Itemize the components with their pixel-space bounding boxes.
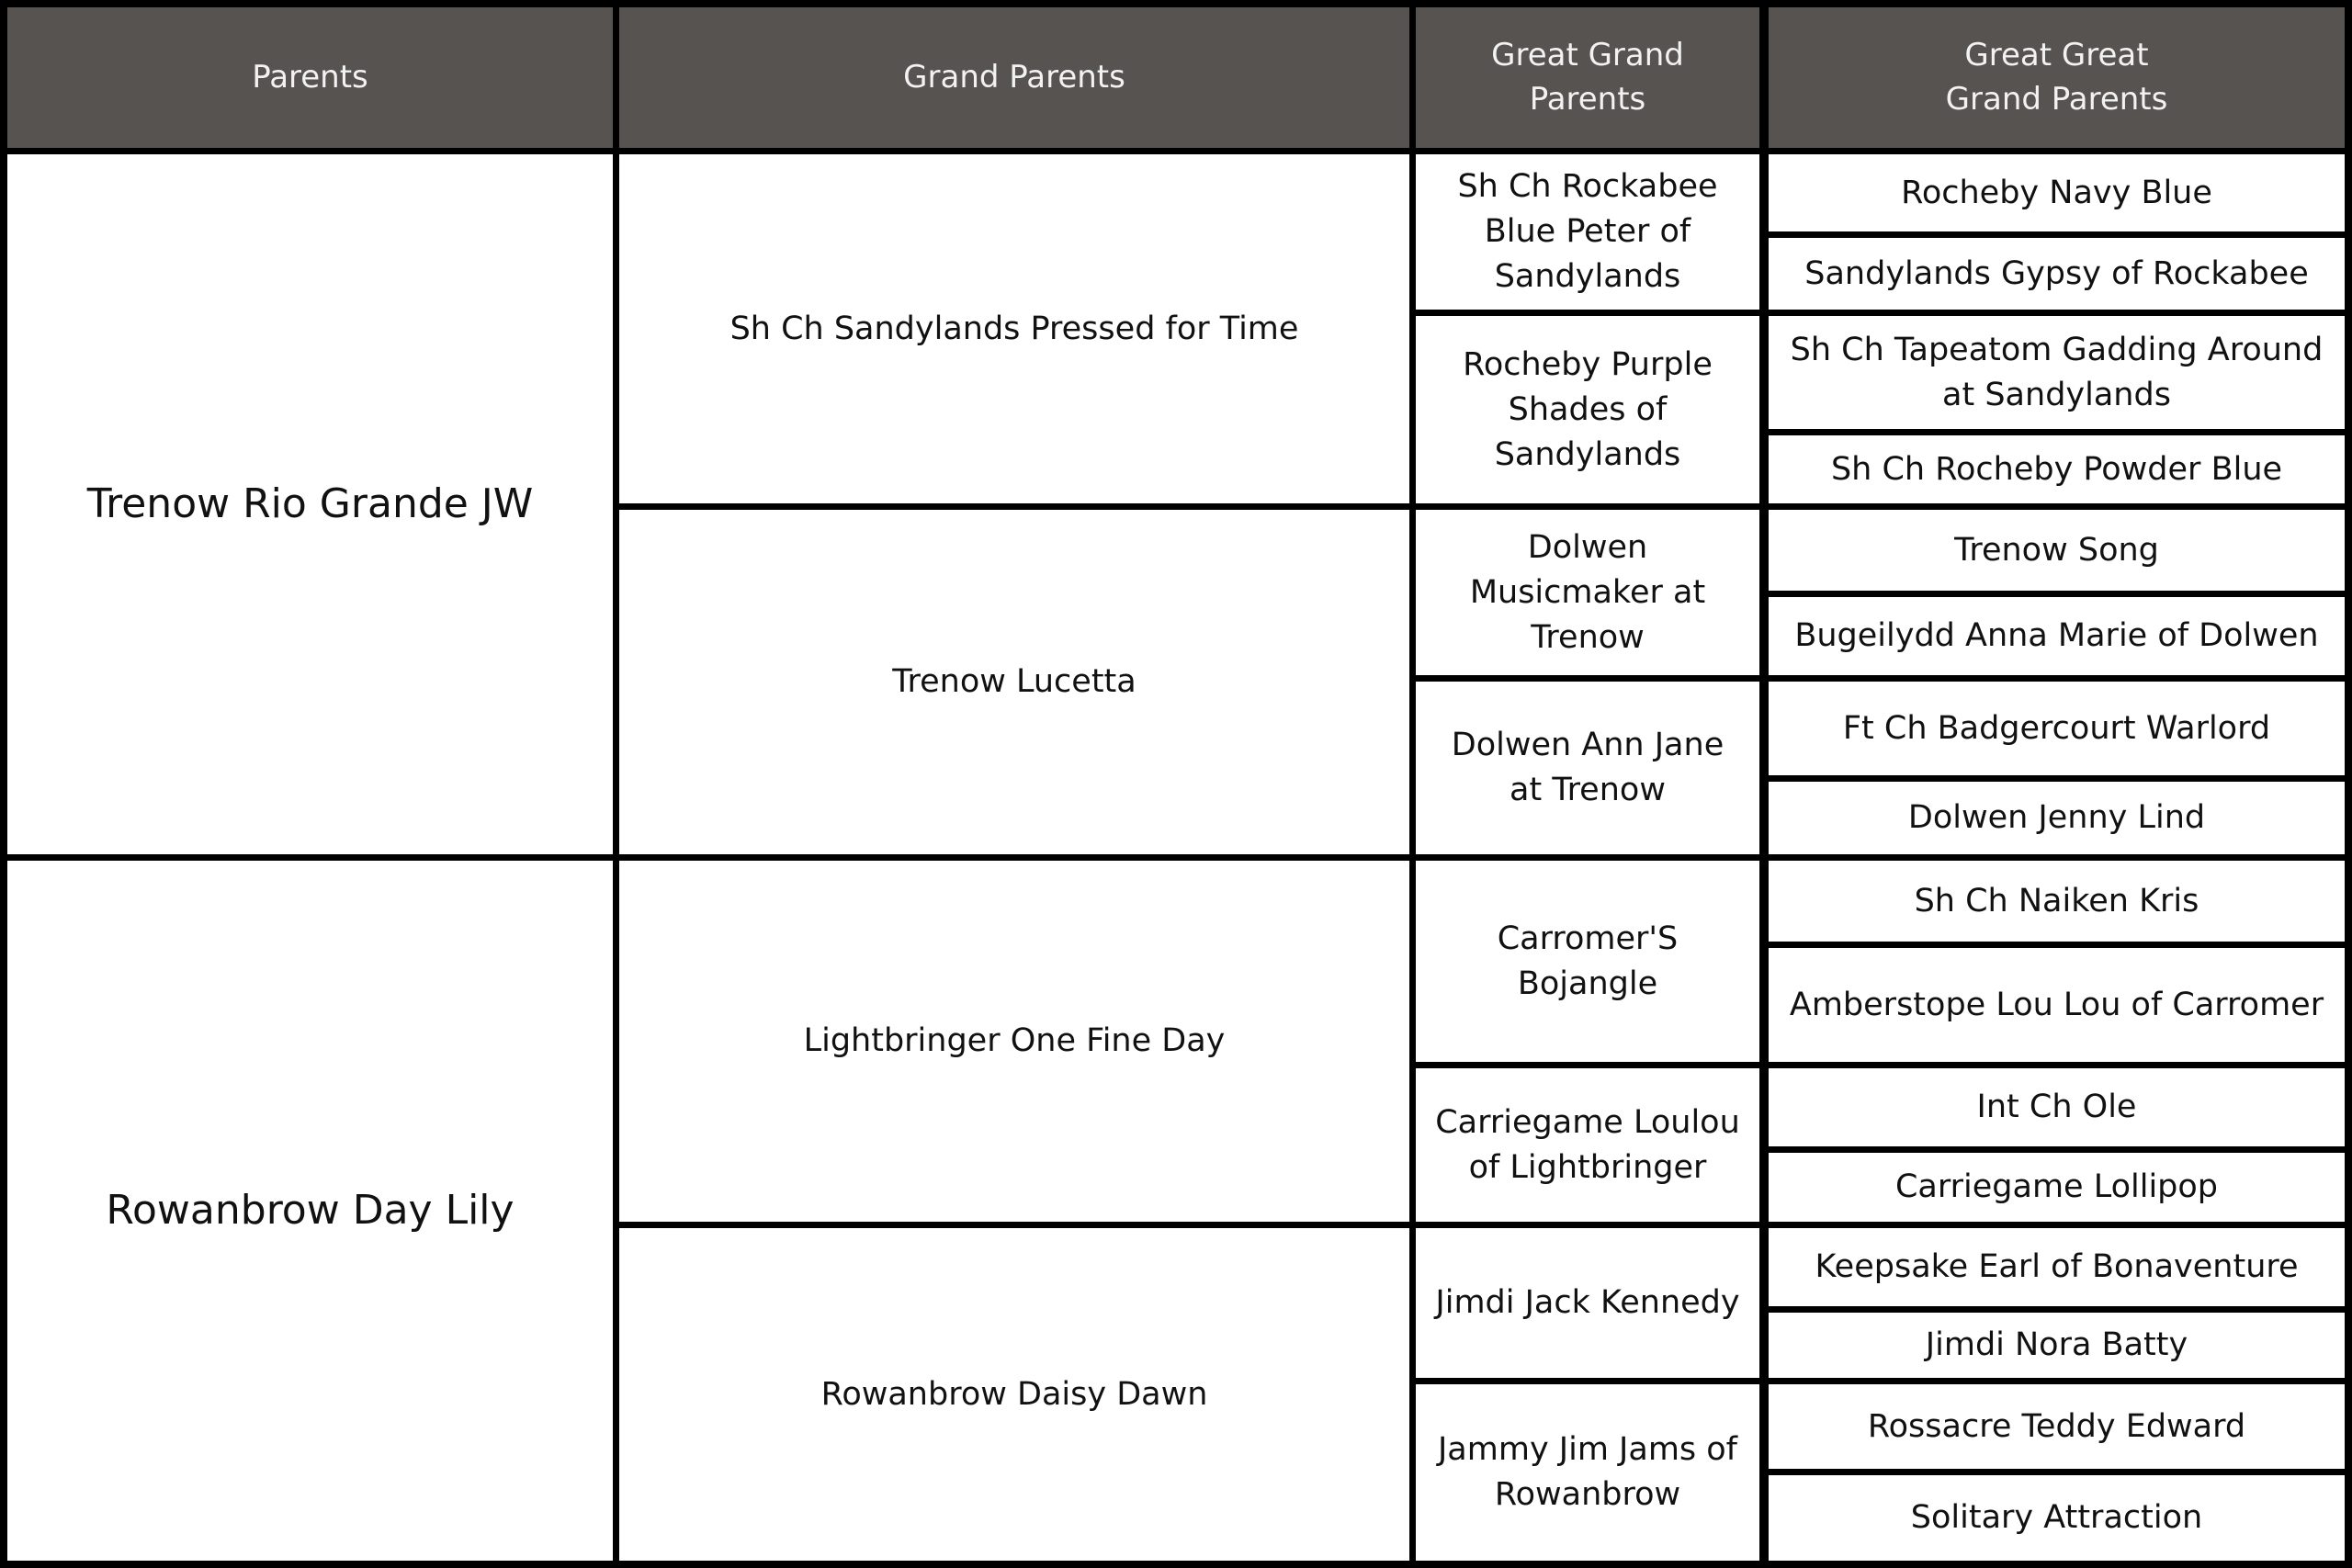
- great-great-grand-parent: Sh Ch Naiken Kris: [1769, 861, 2345, 942]
- great-great-grand-parent: Amberstope Lou Lou of Carromer: [1769, 948, 2345, 1062]
- great-great-grand-parent: Dolwen Jenny Lind: [1769, 782, 2345, 854]
- grand-parent: Trenow Lucetta: [619, 510, 1409, 854]
- great-great-grand-parent: Sandylands Gypsy of Rockabee: [1769, 238, 2345, 310]
- great-grand-parent: Rocheby Purple Shades of Sandylands: [1416, 316, 1759, 503]
- great-great-grand-parent: Rocheby Navy Blue: [1769, 154, 2345, 231]
- great-grand-parent: Sh Ch Rockabee Blue Peter of Sandylands: [1416, 154, 1759, 310]
- parent-dam: Rowanbrow Day Lily: [7, 861, 613, 1561]
- header-grand-parents: Grand Parents: [619, 7, 1409, 148]
- great-grand-parent: Carromer'S Bojangle: [1416, 861, 1759, 1062]
- grand-parent: Rowanbrow Daisy Dawn: [619, 1228, 1409, 1561]
- great-great-grand-parent: Carriegame Lollipop: [1769, 1153, 2345, 1222]
- great-great-grand-parent: Rossacre Teddy Edward: [1769, 1384, 2345, 1469]
- header-parents: Parents: [7, 7, 613, 148]
- great-grand-parent: Dolwen Musicmaker at Trenow: [1416, 510, 1759, 675]
- great-grand-parent: Carriegame Loulou of Lightbringer: [1416, 1068, 1759, 1222]
- great-great-grand-parent: Bugeilydd Anna Marie of Dolwen: [1769, 597, 2345, 675]
- great-great-grand-parent: Jimdi Nora Batty: [1769, 1313, 2345, 1378]
- great-grand-parent: Jimdi Jack Kennedy: [1416, 1228, 1759, 1378]
- parent-sire: Trenow Rio Grande JW: [7, 154, 613, 854]
- great-great-grand-parent: Ft Ch Badgercourt Warlord: [1769, 682, 2345, 775]
- great-great-grand-parent: Keepsake Earl of Bonaventure: [1769, 1228, 2345, 1306]
- header-great-grand-parents: Great Grand Parents: [1416, 7, 1759, 148]
- great-great-grand-parent: Int Ch Ole: [1769, 1068, 2345, 1146]
- header-great-great-grand-parents: Great Great Grand Parents: [1769, 7, 2345, 148]
- great-great-grand-parent: Solitary Attraction: [1769, 1475, 2345, 1561]
- grand-parent: Lightbringer One Fine Day: [619, 861, 1409, 1222]
- grand-parent: Sh Ch Sandylands Pressed for Time: [619, 154, 1409, 503]
- great-great-grand-parent: Trenow Song: [1769, 510, 2345, 591]
- great-grand-parent: Dolwen Ann Jane at Trenow: [1416, 682, 1759, 854]
- great-great-grand-parent: Sh Ch Rocheby Powder Blue: [1769, 435, 2345, 503]
- great-grand-parent: Jammy Jim Jams of Rowanbrow: [1416, 1384, 1759, 1561]
- great-great-grand-parent: Sh Ch Tapeatom Gadding Around at Sandylands: [1769, 316, 2345, 429]
